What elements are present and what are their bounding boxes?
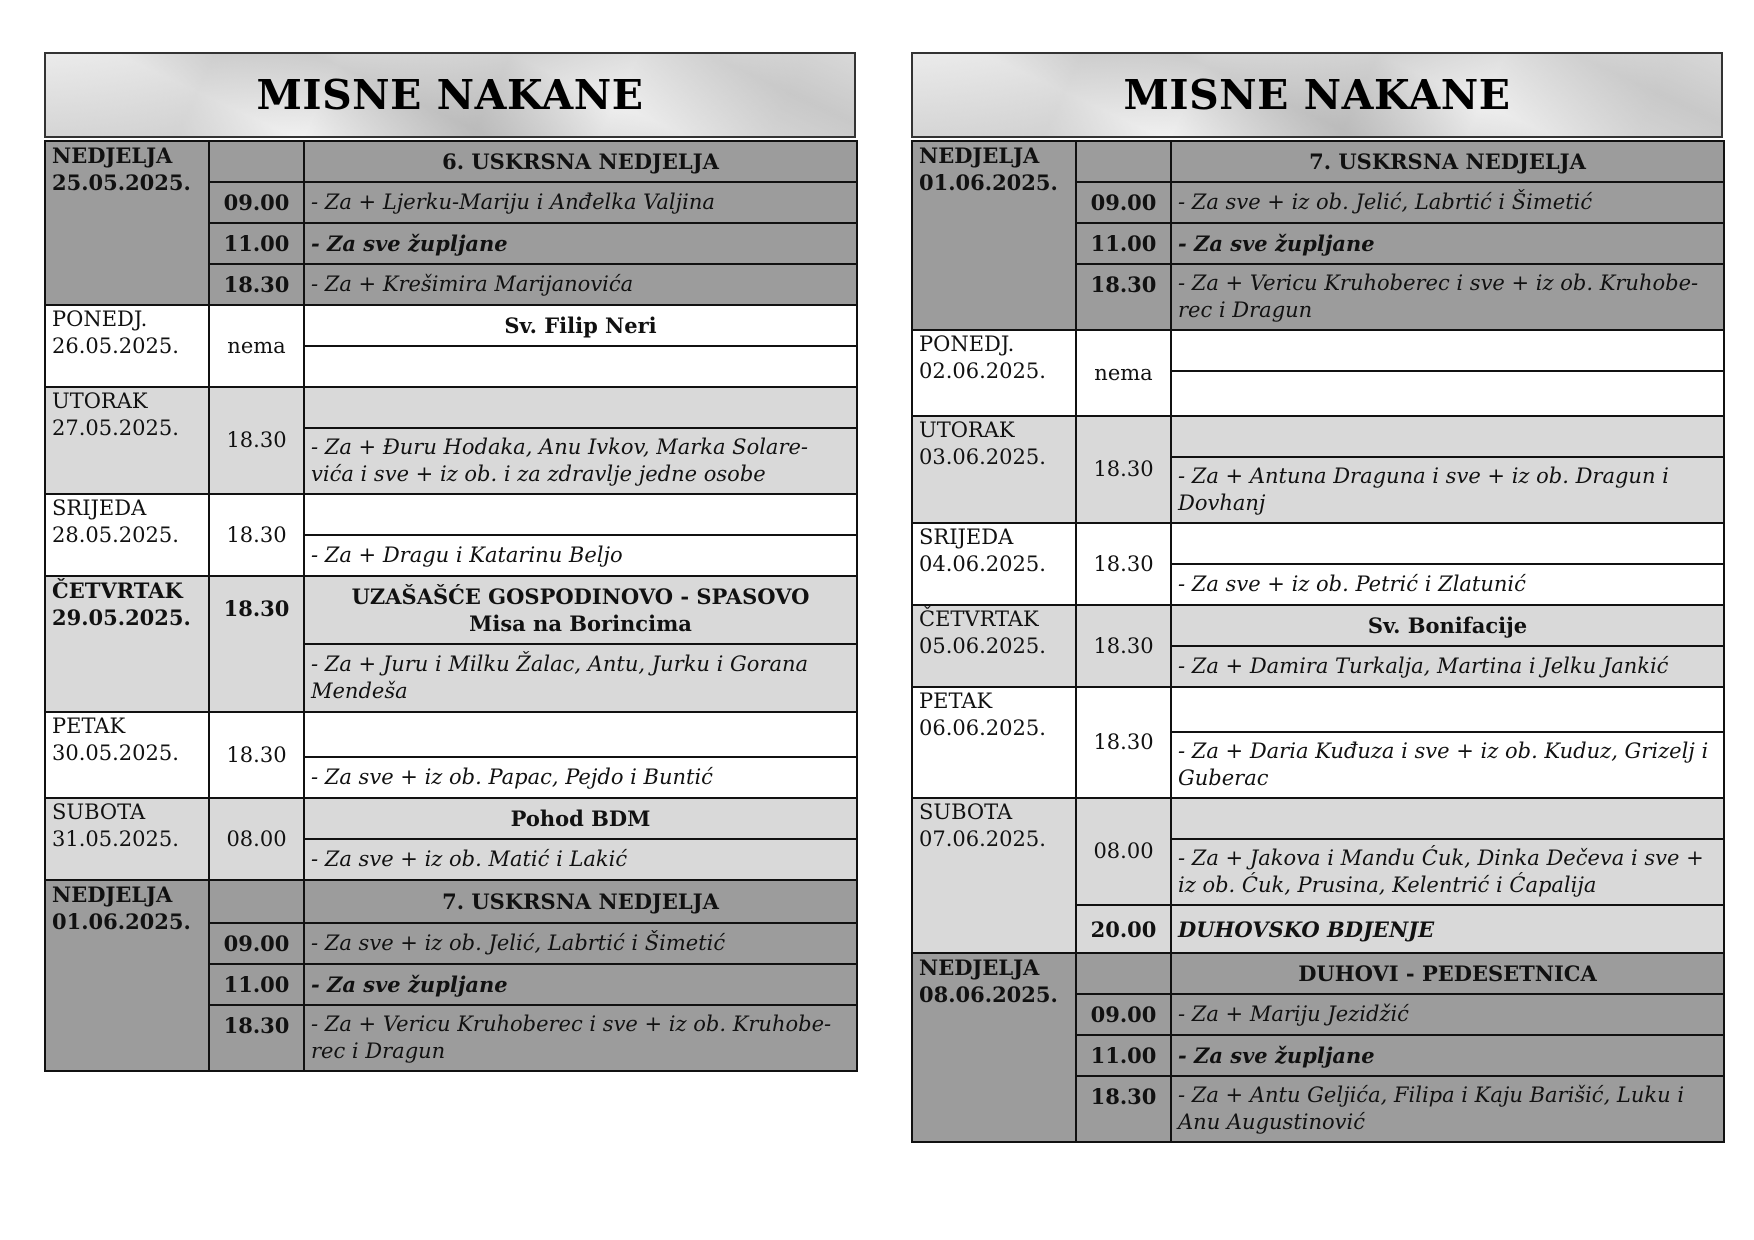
intention-cell: - Za + Vericu Kruhoberec i sve + iz ob. Kruhobe-rec i Dragun: [304, 1005, 857, 1071]
intention-cell: [1171, 371, 1724, 416]
time-cell: 11.00: [209, 964, 304, 1005]
feast-cell: [304, 387, 857, 428]
time-cell: 09.00: [1076, 994, 1171, 1035]
feast-cell: 7. USKRSNA NEDJELJA: [304, 880, 857, 923]
time-cell: 08.00: [1076, 798, 1171, 905]
day-cell: UTORAK 03.06.2025.: [912, 416, 1076, 523]
left-schedule-table: [44, 140, 858, 1072]
feast-cell: [1171, 330, 1724, 371]
intention-cell: - Za sve župljane: [304, 223, 857, 264]
feast-cell: [304, 494, 857, 535]
time-cell: 18.30: [1076, 416, 1171, 523]
table-row: [45, 387, 857, 428]
intention-cell: DUHOVSKO BDJENJE: [1171, 905, 1724, 953]
time-cell: 09.00: [209, 923, 304, 964]
table-row: [912, 605, 1724, 646]
intention-cell: - Za + Krešimira Marijanovića: [304, 264, 857, 305]
intention-cell: - Za + Juru i Milku Žalac, Antu, Jurku i Gorana Mendeša: [304, 644, 857, 712]
intention-cell: - Za + Daria Kuđuza i sve + iz ob. Kuduz, Grizelj i Guberac: [1171, 732, 1724, 798]
day-cell: ČETVRTAK 29.05.2025.: [45, 576, 209, 712]
time-cell: 09.00: [209, 182, 304, 223]
intention-cell: - Za + Dragu i Katarinu Beljo: [304, 535, 857, 576]
intention-cell: - Za sve + iz ob. Matić i Lakić: [304, 839, 857, 880]
feast-cell: 7. USKRSNA NEDJELJA: [1171, 141, 1724, 182]
left-page: [44, 52, 856, 1072]
table-row: [45, 494, 857, 535]
intention-cell: - Za sve župljane: [1171, 223, 1724, 264]
intention-cell: - Za sve župljane: [1171, 1035, 1724, 1076]
day-cell: PONEDJ. 02.06.2025.: [912, 330, 1076, 416]
time-cell: 18.30: [1076, 687, 1171, 798]
intention-cell: - Za + Damira Turkalja, Martina i Jelku Jankić: [1171, 646, 1724, 687]
day-cell: NEDJELJA 08.06.2025.: [912, 953, 1076, 1142]
intention-cell: - Za sve + iz ob. Papac, Pejdo i Buntić: [304, 757, 857, 798]
intention-cell: - Za + Vericu Kruhoberec i sve + iz ob. Kruhobe-rec i Dragun: [1171, 264, 1724, 330]
feast-cell: [1171, 523, 1724, 564]
table-row: [912, 687, 1724, 732]
intention-cell: - Za + Jakova i Mandu Ćuk, Dinka Dečeva i sve + iz ob. Ćuk, Prusina, Kelentrić i Ćapalija: [1171, 839, 1724, 905]
time-cell: 18.30: [209, 494, 304, 576]
feast-cell: [1171, 687, 1724, 732]
time-cell: 20.00: [1076, 905, 1171, 953]
time-cell: 18.30: [1076, 605, 1171, 687]
intention-cell: - Za + Ljerku-Mariju i Anđelka Valjina: [304, 182, 857, 223]
day-cell: SRIJEDA 28.05.2025.: [45, 494, 209, 576]
day-cell: PETAK 06.06.2025.: [912, 687, 1076, 798]
day-cell: SRIJEDA 04.06.2025.: [912, 523, 1076, 605]
table-row: [912, 141, 1724, 182]
feast-cell: UZAŠAŠĆE GOSPODINOVO - SPASOVO Misa na Borincima: [304, 576, 857, 644]
intention-cell: [304, 346, 857, 387]
day-cell: NEDJELJA 01.06.2025.: [45, 880, 209, 1071]
intention-cell: - Za sve + iz ob. Petrić i Zlatunić: [1171, 564, 1724, 605]
time-cell: 18.30: [209, 712, 304, 798]
time-cell: 18.30: [1076, 1076, 1171, 1142]
table-row: [912, 523, 1724, 564]
table-row: [45, 798, 857, 839]
intention-cell: - Za + Đuru Hodaka, Anu Ivkov, Marka Solare-vića i sve + iz ob. i za zdravlje jedne osobe: [304, 428, 857, 494]
feast-cell: [1171, 798, 1724, 839]
feast-cell: 6. USKRSNA NEDJELJA: [304, 141, 857, 182]
time-cell: 11.00: [209, 223, 304, 264]
table-row: [45, 576, 857, 644]
feast-cell: [1171, 416, 1724, 457]
intention-cell: - Za sve + iz ob. Jelić, Labrtić i Šimetić: [1171, 182, 1724, 223]
left-title-banner: [44, 52, 856, 138]
time-cell: nema: [209, 305, 304, 387]
time-cell: 08.00: [209, 798, 304, 880]
table-row: [912, 953, 1724, 994]
intention-cell: - Za sve + iz ob. Jelić, Labrtić i Šimetić: [304, 923, 857, 964]
day-cell: SUBOTA 07.06.2025.: [912, 798, 1076, 953]
table-row: [45, 712, 857, 757]
time-cell: 18.30: [209, 576, 304, 712]
intention-cell: - Za + Antu Geljića, Filipa i Kaju Barišić, Luku i Anu Augustinović: [1171, 1076, 1724, 1142]
intention-cell: - Za + Mariju Jezidžić: [1171, 994, 1724, 1035]
time-cell: 11.00: [1076, 1035, 1171, 1076]
table-row: [912, 416, 1724, 457]
table-row: [45, 305, 857, 346]
time-cell: 18.30: [1076, 264, 1171, 330]
day-cell: NEDJELJA 25.05.2025.: [45, 141, 209, 305]
feast-cell: Pohod BDM: [304, 798, 857, 839]
day-cell: UTORAK 27.05.2025.: [45, 387, 209, 494]
time-cell: 18.30: [209, 387, 304, 494]
feast-cell: Sv. Bonifacije: [1171, 605, 1724, 646]
table-row: [45, 141, 857, 182]
time-cell: nema: [1076, 330, 1171, 416]
feast-cell: DUHOVI - PEDESETNICA: [1171, 953, 1724, 994]
table-row: [912, 330, 1724, 371]
table-row: [912, 798, 1724, 839]
time-cell: 09.00: [1076, 182, 1171, 223]
day-cell: PONEDJ. 26.05.2025.: [45, 305, 209, 387]
time-cell: 11.00: [1076, 223, 1171, 264]
right-title: MISNE NAKANE: [1123, 71, 1511, 119]
table-row: [45, 880, 857, 923]
feast-cell: Sv. Filip Neri: [304, 305, 857, 346]
feast-cell: [304, 712, 857, 757]
right-schedule-table: [911, 140, 1725, 1143]
day-cell: SUBOTA 31.05.2025.: [45, 798, 209, 880]
day-cell: PETAK 30.05.2025.: [45, 712, 209, 798]
day-cell: NEDJELJA 01.06.2025.: [912, 141, 1076, 330]
left-title: MISNE NAKANE: [256, 71, 644, 119]
intention-cell: - Za sve župljane: [304, 964, 857, 1005]
intention-cell: - Za + Antuna Draguna i sve + iz ob. Dragun i Dovhanj: [1171, 457, 1724, 523]
time-cell: 18.30: [209, 1005, 304, 1071]
day-cell: ČETVRTAK 05.06.2025.: [912, 605, 1076, 687]
time-cell: 18.30: [209, 264, 304, 305]
right-page: [911, 52, 1723, 1143]
right-title-banner: [911, 52, 1723, 138]
time-cell: 18.30: [1076, 523, 1171, 605]
